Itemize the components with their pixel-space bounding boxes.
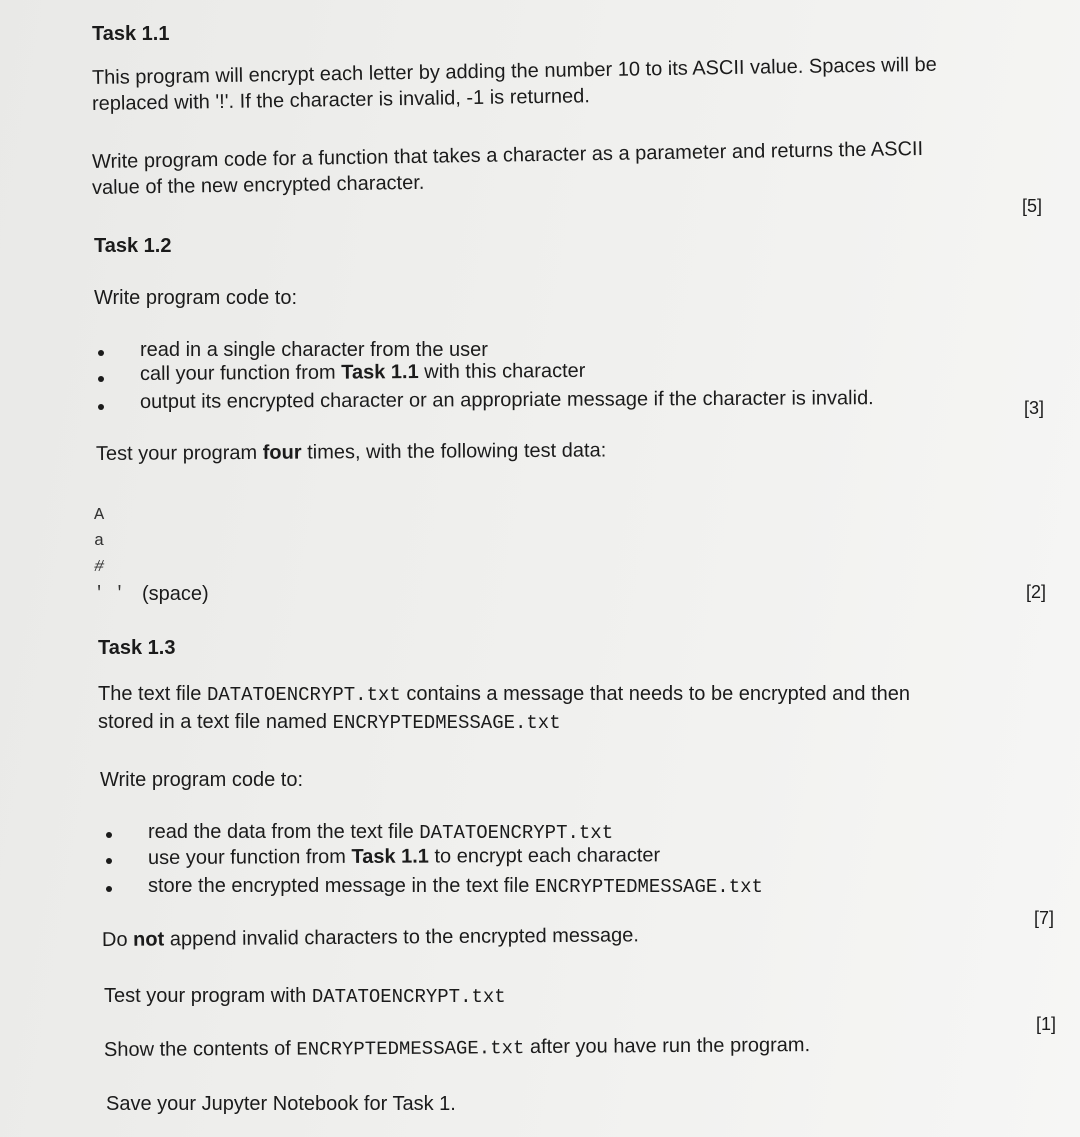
task-1-2-heading: Task 1.2 (94, 235, 172, 257)
bullet-2-pre: call your function from (139, 361, 342, 385)
t13-b2-bold: Task 1.1 (351, 845, 429, 868)
t13-p1-line2-pre: stored in a text file named (98, 711, 333, 733)
task-1-2-bullet-2 (140, 359, 586, 386)
bullet-marker (98, 404, 104, 410)
task-1-2-marks-1: [3] (1024, 398, 1045, 418)
t13-b2-pre: use your function from (147, 845, 352, 869)
task-1-3-marks-2: [1] (1036, 1014, 1057, 1034)
t13-b3-pre: store the encrypted message in the text file (148, 875, 535, 897)
t13-show-file: ENCRYPTEDMESSAGE.txt (296, 1037, 525, 1061)
space-label: (space) (142, 583, 209, 605)
test-pre: Test your program (95, 441, 263, 465)
task-1-3-bullet-2 (148, 843, 660, 870)
bullet-marker (98, 350, 104, 356)
t13-p1-post: contains a message that needs to be encrypted and then (400, 683, 911, 705)
task-1-3-show (104, 1033, 810, 1063)
task-1-2-intro: Write program code to: (94, 287, 298, 309)
t13-show-pre: Show the contents of (103, 1037, 297, 1061)
bullet-marker (106, 886, 112, 892)
task-1-3-text-line-2 (98, 710, 561, 735)
task-1-1-instruction-line-2: value of the new encrypted character. (91, 171, 425, 199)
test-post: times, with the following test data: (301, 439, 607, 464)
test-data-value: # (94, 558, 105, 577)
t13-b3-file: ENCRYPTEDMESSAGE.txt (534, 876, 763, 898)
task-1-3-heading: Task 1.3 (98, 637, 176, 659)
test-bold: four (262, 441, 302, 464)
bullet-marker (98, 376, 104, 382)
task-1-3-bullet-3 (148, 874, 763, 899)
t13-p1-file: DATATOENCRYPT.txt (206, 684, 401, 706)
task-1-2-bullet-3: output its encrypted character or an appropriate message if the character is invalid. (139, 387, 874, 413)
task-1-3-save: Save your Jupyter Notebook for Task 1. (106, 1093, 456, 1115)
donot-pre: Do (101, 928, 134, 951)
task-1-2-marks-2: [2] (1026, 582, 1047, 602)
task-1-1-heading: Task 1.1 (92, 23, 170, 45)
task-1-1-text-line-1: This program will encrypt each letter by adding the number 10 to its ASCII value. Spaces will be (91, 53, 937, 89)
task-1-3-intro: Write program code to: (100, 769, 304, 791)
bullet-2-bold: Task 1.1 (341, 361, 419, 384)
t13-b1-pre: read the data from the text file (148, 821, 420, 843)
t13-b2-post: to encrypt each character (428, 844, 661, 868)
task-1-3-do-not (102, 923, 639, 952)
t13-test-file: DATATOENCRYPT.txt (311, 986, 506, 1008)
t13-test-pre: Test your program with (104, 985, 312, 1007)
task-1-3-bullet-1 (148, 820, 613, 845)
task-1-2-bullet-1: read in a single character from the user (140, 339, 488, 361)
task-1-3-marks-1: [7] (1034, 908, 1055, 928)
task-1-2-test-instruction (96, 438, 606, 466)
bullet-marker (106, 832, 112, 838)
bullet-marker (106, 858, 112, 864)
t13-p1-line2-file: ENCRYPTEDMESSAGE.txt (332, 712, 561, 734)
t13-p1-pre: The text file (98, 683, 207, 705)
bullet-2-post: with this character (418, 359, 586, 384)
t13-b1-file: DATATOENCRYPT.txt (419, 822, 614, 844)
task-1-1-instruction-line-1: Write program code for a function that takes a character as a parameter and returns the ASCII (91, 137, 924, 173)
task-1-3-test (104, 984, 506, 1009)
test-data-value: ' ' (94, 584, 125, 603)
test-data-value: a (94, 532, 105, 551)
task-1-1-text-line-2: replaced with '!'. If the character is invalid, -1 is returned. (91, 85, 590, 115)
donot-bold: not (133, 928, 165, 951)
task-1-3-text-line-1 (98, 682, 910, 707)
t13-show-post: after you have run the program. (524, 1034, 811, 1059)
donot-post: append invalid characters to the encrypted message. (164, 924, 640, 951)
test-data-value: A (94, 506, 105, 525)
task-1-1-marks: [5] (1022, 196, 1043, 216)
